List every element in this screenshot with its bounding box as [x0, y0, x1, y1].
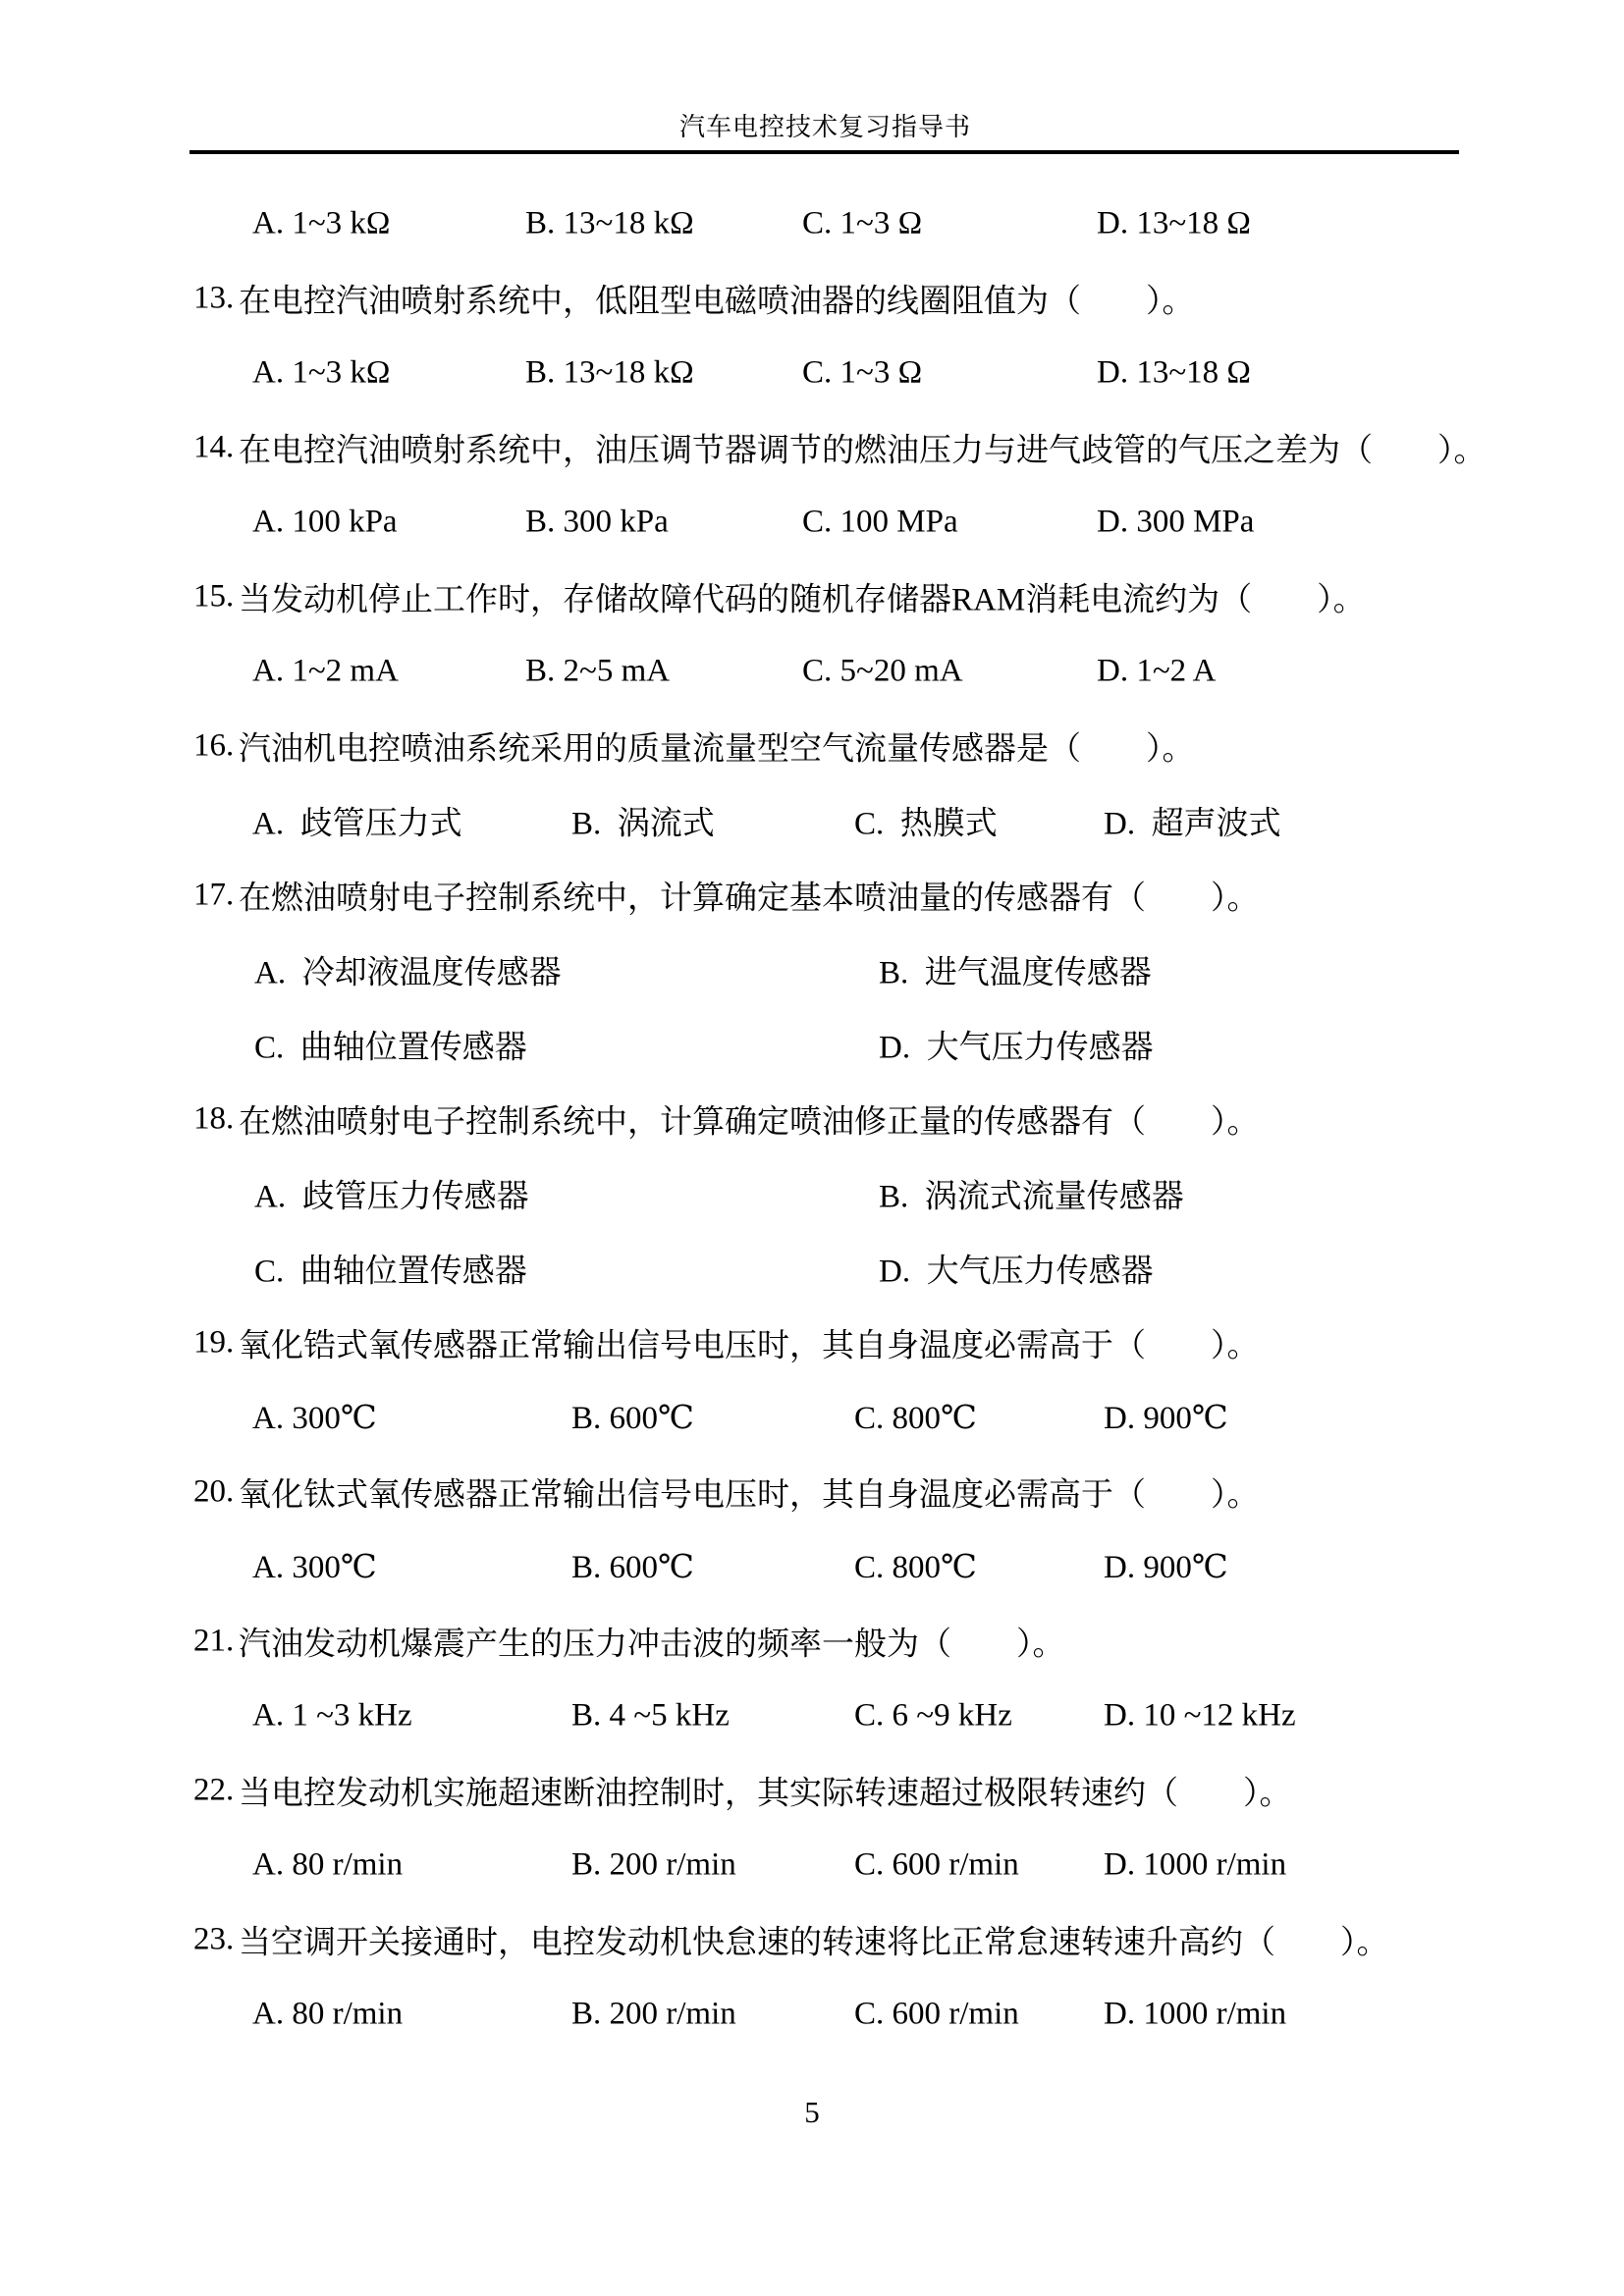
question-number: 15. — [193, 578, 235, 614]
option-a: A. 80 r/min — [252, 1846, 404, 1883]
question-number: 19. — [193, 1324, 235, 1361]
question-22 — [0, 1753, 1624, 1828]
question-number: 14. — [193, 429, 235, 465]
option-a: A. 100 kPa — [252, 504, 398, 540]
question-number: 21. — [193, 1623, 235, 1659]
option-b: B. 200 r/min — [571, 1996, 736, 2032]
question-text: 在燃油喷射电子控制系统中，计算确定基本喷油量的传感器有（ ）。 — [239, 881, 1260, 917]
option-d: D. 超声波式 — [1104, 806, 1281, 842]
options-row-q13 — [0, 336, 1624, 410]
question-21 — [0, 1604, 1624, 1679]
option-c: C. 1~3 Ω — [802, 354, 923, 391]
question-text: 汽油发动机爆震产生的压力冲击波的频率一般为（ ）。 — [239, 1627, 1065, 1663]
options-row-q16 — [0, 783, 1624, 858]
options-row-q17-ab — [0, 933, 1624, 1007]
option-a: A. 1 ~3 kHz — [252, 1697, 412, 1734]
option-d: D. 1000 r/min — [1104, 1846, 1287, 1883]
options-row-q21 — [0, 1679, 1624, 1753]
question-number: 18. — [193, 1100, 235, 1137]
option-d: D. 900℃ — [1104, 1401, 1228, 1436]
options-row-q14 — [0, 485, 1624, 560]
question-16 — [0, 709, 1624, 783]
option-a: A. 300℃ — [252, 1401, 377, 1436]
option-b: B. 200 r/min — [571, 1846, 736, 1883]
question-17 — [0, 858, 1624, 933]
question-19 — [0, 1306, 1624, 1380]
option-a: A. 冷却液温度传感器 — [254, 955, 562, 991]
option-b: B. 300 kPa — [525, 504, 669, 540]
option-d: D. 1~2 A — [1097, 653, 1217, 689]
question-text: 在电控汽油喷射系统中，低阻型电磁喷油器的线圈阻值为（ ）。 — [239, 284, 1195, 320]
options-row-q20 — [0, 1529, 1624, 1604]
options-row-carryover — [0, 187, 1624, 261]
question-text: 当空调开关接通时，电控发动机快怠速的转速将比正常怠速转速升高约（ ）。 — [239, 1925, 1389, 1961]
question-text: 汽油机电控喷油系统采用的质量流量型空气流量传感器是（ ）。 — [239, 731, 1195, 768]
option-a: A. 80 r/min — [252, 1996, 404, 2032]
question-number: 13. — [193, 280, 235, 316]
option-b: B. 2~5 mA — [525, 653, 671, 689]
option-c: C. 5~20 mA — [802, 653, 963, 689]
question-23 — [0, 1902, 1624, 1977]
question-number: 17. — [193, 877, 235, 913]
question-20 — [0, 1455, 1624, 1529]
option-a: A. 1~2 mA — [252, 653, 399, 689]
option-b: B. 600℃ — [571, 1401, 694, 1436]
option-d: D. 1000 r/min — [1104, 1996, 1287, 2032]
option-b: B. 13~18 kΩ — [525, 205, 694, 241]
header-title: 汽车电控技术复习指导书 — [678, 113, 971, 141]
option-c: C. 800℃ — [854, 1401, 977, 1436]
question-number: 16. — [193, 727, 235, 764]
option-c: C. 100 MPa — [802, 504, 958, 540]
option-a: A. 1~3 kΩ — [252, 354, 391, 391]
option-a: A. 1~3 kΩ — [252, 205, 391, 241]
option-b: B. 进气温度传感器 — [879, 955, 1152, 991]
option-d: D. 300 MPa — [1097, 504, 1255, 540]
options-row-q18-ab — [0, 1156, 1624, 1231]
question-text: 当电控发动机实施超速断油控制时，其实际转速超过极限转速约（ ）。 — [239, 1776, 1292, 1812]
option-a: A. 歧管压力传感器 — [254, 1179, 529, 1215]
options-row-q15 — [0, 634, 1624, 709]
option-c: C. 6 ~9 kHz — [854, 1697, 1012, 1734]
option-c: C. 曲轴位置传感器 — [254, 1030, 527, 1066]
option-b: B. 4 ~5 kHz — [571, 1697, 730, 1734]
option-b: B. 600℃ — [571, 1550, 694, 1585]
question-13 — [0, 261, 1624, 336]
questions-area — [0, 187, 1624, 2052]
option-d: D. 13~18 Ω — [1097, 354, 1251, 391]
question-text: 当发动机停止工作时，存储故障代码的随机存储器RAM消耗电流约为（ ）。 — [239, 582, 1366, 618]
question-text: 氧化锆式氧传感器正常输出信号电压时，其自身温度必需高于（ ）。 — [239, 1328, 1260, 1364]
question-text: 在燃油喷射电子控制系统中，计算确定喷油修正量的传感器有（ ）。 — [239, 1104, 1260, 1141]
option-d: D. 大气压力传感器 — [879, 1030, 1154, 1066]
option-d: D. 大气压力传感器 — [879, 1254, 1154, 1290]
option-b: B. 涡流式 — [571, 806, 715, 842]
option-c: C. 1~3 Ω — [802, 205, 923, 241]
option-c: C. 600 r/min — [854, 1996, 1019, 2032]
question-text: 在电控汽油喷射系统中，油压调节器调节的燃油压力与进气歧管的气压之差为（ ）。 — [239, 433, 1487, 469]
question-number: 23. — [193, 1921, 235, 1957]
option-a: A. 300℃ — [252, 1550, 377, 1585]
option-c: C. 800℃ — [854, 1550, 977, 1585]
option-c: C. 热膜式 — [854, 806, 998, 842]
option-d: D. 900℃ — [1104, 1550, 1228, 1585]
option-c: C. 曲轴位置传感器 — [254, 1254, 527, 1290]
option-c: C. 600 r/min — [854, 1846, 1019, 1883]
question-text: 氧化钛式氧传感器正常输出信号电压时，其自身温度必需高于（ ）。 — [239, 1477, 1260, 1514]
page-number: 5 — [804, 2095, 820, 2129]
options-row-q22 — [0, 1828, 1624, 1902]
options-row-q18-cd — [0, 1231, 1624, 1306]
option-d: D. 10 ~12 kHz — [1104, 1697, 1296, 1734]
option-a: A. 歧管压力式 — [252, 806, 462, 842]
option-b: B. 13~18 kΩ — [525, 354, 694, 391]
option-d: D. 13~18 Ω — [1097, 205, 1251, 241]
option-b: B. 涡流式流量传感器 — [879, 1179, 1184, 1215]
question-number: 20. — [193, 1473, 235, 1510]
options-row-q17-cd — [0, 1007, 1624, 1082]
options-row-q19 — [0, 1380, 1624, 1455]
question-number: 22. — [193, 1772, 235, 1808]
question-15 — [0, 560, 1624, 634]
header-rule — [189, 150, 1459, 154]
options-row-q23 — [0, 1977, 1624, 2052]
question-18 — [0, 1082, 1624, 1156]
question-14 — [0, 410, 1624, 485]
